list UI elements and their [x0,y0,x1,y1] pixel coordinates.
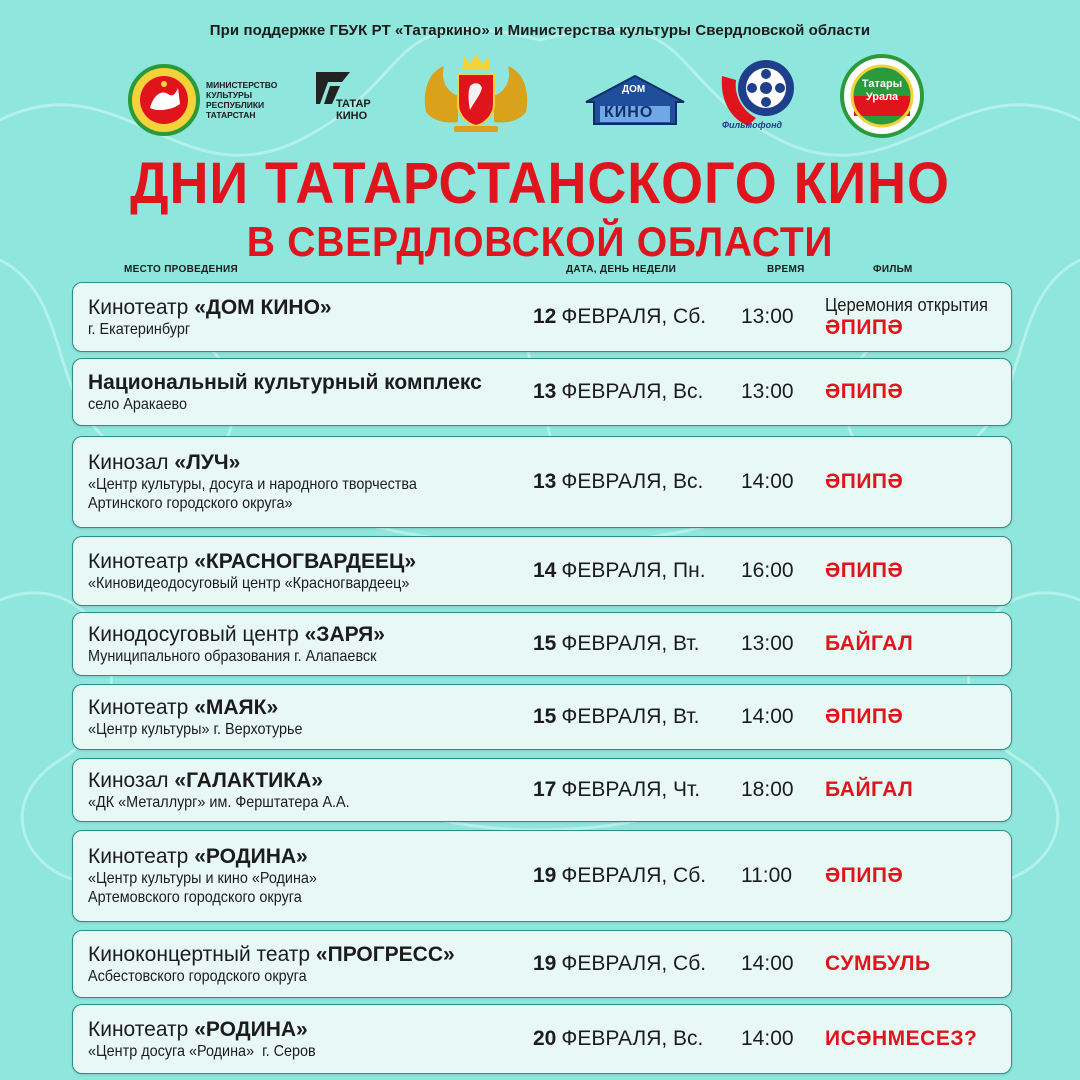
column-header-film: ФИЛЬМ [873,264,913,275]
venue-subtitle: Артинского городского округа» [88,495,293,512]
date-month-weekday: ФЕВРАЛЯ, Вс. [561,1027,704,1050]
support-text: При поддержке ГБУК РТ «Татаркино» и Министерства культуры Свердловской области [209,22,871,39]
screening-row [72,684,1012,750]
screening-row [72,830,1012,922]
screening-row [72,282,1012,352]
date-day: 19 [533,952,557,975]
film-title: ӘПИПӘ [825,559,904,582]
title-line-2: В СВЕРДЛОВСКОЙ ОБЛАСТИ [246,218,834,265]
venue-name: «РОДИНА» [194,845,308,868]
venue-subtitle: Асбестовского городского округа [88,967,307,985]
film-title: БАЙГАЛ [825,632,914,655]
venue-subtitle: «Центр досуга «Родина» г. Серов [88,1042,316,1060]
film-note: Церемония открытия [825,294,989,315]
venue-name: «ДОМ КИНО» [194,295,332,319]
venue-name: «ГАЛАКТИКА» [174,768,323,792]
venue-type: Кинотеатр [88,549,195,573]
screening-time: 13:00 [741,305,794,328]
ministry-text-3: РЕСПУБЛИКИ [206,100,265,110]
screening-row [72,358,1012,426]
screening-time: 14:00 [741,1027,794,1050]
date-day: 15 [533,632,557,655]
film-title: ӘПИПӘ [825,470,904,493]
screening-row [72,612,1012,676]
screening-row [72,536,1012,606]
film-title: БАЙГАЛ [825,778,914,801]
venue-type: Кинотеатр [88,295,195,319]
dom-kino-text-2: КИНО [604,104,654,121]
tatarkino-text-1: ТАТАР [336,98,371,110]
date-day: 12 [533,305,557,328]
venue-subtitle: «Центр культуры и кино «Родина» [88,870,317,887]
coat-of-arms-icon [418,52,534,134]
tatarkino-logo [314,66,384,128]
venue-name: «МАЯК» [194,695,279,719]
ministry-text-1: МИНИСТЕРСТВО [206,80,278,90]
venue-type: Кинозал [88,768,175,792]
tatarkino-text-2: КИНО [336,110,368,122]
column-header-date: ДАТА, ДЕНЬ НЕДЕЛИ [566,264,677,275]
ministry-text-4: ТАТАРСТАН [206,110,256,120]
screening-time: 16:00 [741,559,794,582]
sverdlovsk-coat-of-arms [418,52,534,134]
venue-subtitle: «Центр культуры» г. Верхотурье [88,720,303,738]
screening-time: 14:00 [741,952,794,975]
screening-time: 14:00 [741,705,794,728]
screening-time: 13:00 [741,632,794,655]
film-title: ИСӘНМЕСЕЗ? [825,1027,978,1050]
venue-subtitle: село Аракаево [88,395,188,413]
venue-subtitle: Артемовского городского округа [88,889,302,906]
venue-type: Кинотеатр [88,695,195,719]
dom-kino-logo [580,72,690,128]
venue-name: «КРАСНОГВАРДЕЕЦ» [194,549,417,573]
date-day: 17 [533,778,557,801]
film-title: ӘПИПӘ [825,315,904,339]
date-month-weekday: ФЕВРАЛЯ, Сб. [561,952,707,975]
film-title: ӘПИПӘ [825,864,904,887]
venue-name: «ЗАРЯ» [304,622,385,646]
screening-time: 14:00 [741,470,794,493]
date-day: 19 [533,864,557,887]
venue-name: Национальный культурный комплекс [88,370,482,394]
tatarstan-emblem-icon [128,64,200,136]
screening-row [72,930,1012,998]
logos-row [0,52,1080,152]
column-header-venue: МЕСТО ПРОВЕДЕНИЯ [124,264,238,275]
film-title: ӘПИПӘ [825,705,904,728]
venue-type: Кинотеатр [88,1017,195,1041]
filmofond-text: Фильмофонд [722,120,783,130]
screening-time: 13:00 [741,380,794,403]
screening-time: 18:00 [741,778,794,801]
date-month-weekday: ФЕВРАЛЯ, Сб. [561,305,707,328]
ministry-tatarstan-logo [128,64,298,136]
venue-name: «РОДИНА» [194,1017,308,1041]
date-month-weekday: ФЕВРАЛЯ, Вс. [561,470,704,493]
venue-subtitle: «ДК «Металлург» им. Ферштатера А.А. [88,793,350,811]
screening-row [72,758,1012,822]
filmofond-logo [716,56,800,136]
screening-row [72,436,1012,528]
film-title: ӘПИПӘ [825,380,904,403]
dom-kino-text-1: ДОМ [622,84,646,95]
date-month-weekday: ФЕВРАЛЯ, Вс. [561,380,704,403]
venue-subtitle: г. Екатеринбург [88,320,191,338]
venue-subtitle: «Киновидеодосуговый центр «Красногвардеец» [88,574,410,592]
venue-subtitle: «Центр культуры, досуга и народного творчества [88,476,417,493]
date-month-weekday: ФЕВРАЛЯ, Сб. [561,864,707,887]
ministry-text-2: КУЛЬТУРЫ [206,90,253,100]
screening-row [72,1004,1012,1074]
venue-type: Кинозал [88,451,175,474]
date-month-weekday: ФЕВРАЛЯ, Вт. [561,705,700,728]
tatary-text-1: Татары [861,78,903,90]
venue-name: «ЛУЧ» [174,451,241,474]
venue-type: Кинодосуговый центр [88,622,305,646]
date-month-weekday: ФЕВРАЛЯ, Вт. [561,632,700,655]
screening-time: 11:00 [741,864,792,887]
date-month-weekday: ФЕВРАЛЯ, Чт. [561,778,701,801]
venue-type: Кинотеатр [88,845,195,868]
tatary-urala-logo [840,54,924,138]
tatary-text-2: Урала [865,91,899,103]
title-line-1: ДНИ ТАТАРСТАНСКОГО КИНО [130,151,950,216]
venue-type: Киноконцертный театр [88,942,316,966]
venue-name: «ПРОГРЕСС» [315,942,455,966]
date-day: 15 [533,705,557,728]
date-day: 13 [533,380,557,403]
venue-subtitle: Муниципального образования г. Алапаевск [88,647,377,665]
date-day: 14 [533,559,557,582]
column-header-time: ВРЕМЯ [767,264,805,275]
date-month-weekday: ФЕВРАЛЯ, Пн. [561,559,706,582]
date-day: 13 [533,470,557,493]
date-day: 20 [533,1027,557,1050]
film-title: СУМБУЛЬ [825,952,931,975]
